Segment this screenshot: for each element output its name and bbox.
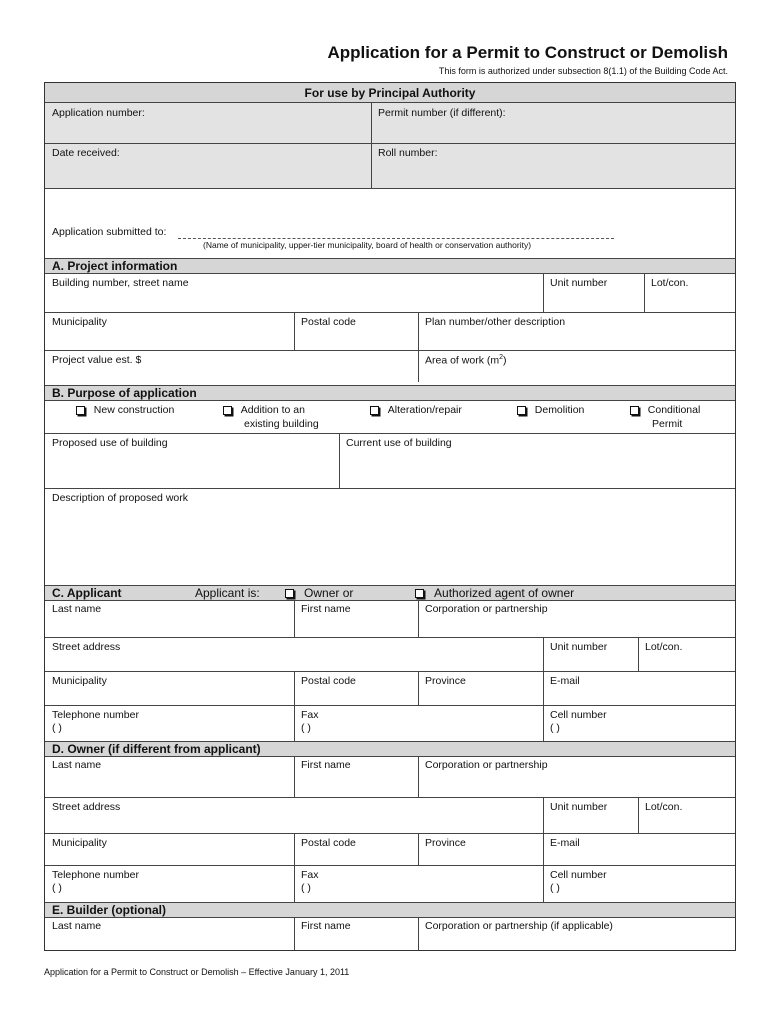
- permit-number-field[interactable]: [371, 103, 735, 143]
- postal-code-field[interactable]: [294, 312, 418, 350]
- lot-con-field[interactable]: [644, 274, 735, 312]
- municipality-label: Municipality: [52, 316, 107, 328]
- option-owner[interactable]: Owner or: [285, 586, 353, 601]
- d-fax-parens: ( ): [301, 882, 311, 894]
- c-telephone-parens: ( ): [52, 722, 62, 734]
- d-last-name-label: Last name: [52, 759, 102, 771]
- e-last-name-field[interactable]: [45, 918, 294, 950]
- e-first-name-field[interactable]: [294, 918, 418, 950]
- d-cell-field[interactable]: [543, 865, 735, 902]
- c-street-field[interactable]: [45, 637, 543, 671]
- option-addition[interactable]: Addition to an: [223, 404, 305, 416]
- area-of-work-field[interactable]: [418, 350, 735, 382]
- d-telephone-label: Telephone number: [52, 869, 139, 881]
- c-last-name-field[interactable]: [45, 601, 294, 637]
- d-last-name-field[interactable]: [45, 757, 294, 797]
- permit-form: [44, 82, 736, 951]
- option-conditional[interactable]: Conditional: [630, 404, 700, 416]
- option-alteration[interactable]: Alteration/repair: [370, 404, 462, 416]
- purpose-options: [45, 401, 735, 433]
- c-street-label: Street address: [52, 641, 121, 653]
- d-lot-con-label: Lot/con.: [645, 801, 683, 813]
- building-number-field[interactable]: [45, 274, 543, 312]
- description-field[interactable]: [45, 488, 735, 585]
- description-label: Description of proposed work: [52, 492, 188, 504]
- e-corporation-label: Corporation or partnership (if applicable): [425, 920, 613, 932]
- submitted-to-hint: (Name of municipality, upper-tier municipality, board of health or conservation authority): [203, 240, 532, 250]
- option-conditional-line2: Permit: [652, 418, 683, 430]
- application-number-label: Application number:: [52, 107, 145, 119]
- c-cell-field[interactable]: [543, 705, 735, 741]
- project-value-label: Project value est. $: [52, 354, 142, 366]
- form-title: Application for a Permit to Construct or Demolish: [327, 43, 728, 62]
- date-received-label: Date received:: [52, 147, 120, 159]
- checkbox-icon: [223, 406, 232, 415]
- project-value-field[interactable]: [45, 350, 418, 382]
- option-new-construction[interactable]: New construction: [76, 404, 174, 416]
- proposed-use-label: Proposed use of building: [52, 437, 168, 449]
- d-province-label: Province: [425, 837, 466, 849]
- c-fax-parens: ( ): [301, 722, 311, 734]
- municipality-field[interactable]: [45, 312, 294, 350]
- c-province-label: Province: [425, 675, 466, 687]
- c-cell-parens: ( ): [550, 722, 560, 734]
- submitted-to-label: Application submitted to:: [52, 226, 167, 238]
- option-addition-line2: existing building: [244, 418, 319, 430]
- current-use-field[interactable]: [339, 433, 735, 488]
- d-corporation-field[interactable]: [418, 757, 735, 797]
- c-fax-label: Fax: [301, 709, 319, 721]
- postal-code-label: Postal code: [301, 316, 356, 328]
- c-municipality-field[interactable]: [45, 671, 294, 705]
- c-fax-field[interactable]: [294, 705, 543, 741]
- checkbox-icon: [76, 406, 85, 415]
- c-lot-con-label: Lot/con.: [645, 641, 683, 653]
- c-unit-number-field[interactable]: [543, 637, 638, 671]
- section-c-header: [45, 585, 735, 601]
- checkbox-icon: [415, 589, 424, 598]
- authority-header: For use by Principal Authority: [45, 83, 735, 103]
- c-unit-number-label: Unit number: [550, 641, 608, 653]
- c-cell-label: Cell number: [550, 709, 607, 721]
- d-unit-number-label: Unit number: [550, 801, 608, 813]
- section-d-header: D. Owner (if different from applicant): [45, 741, 735, 757]
- c-lot-con-field[interactable]: [638, 637, 735, 671]
- d-telephone-field[interactable]: [45, 865, 294, 902]
- proposed-use-field[interactable]: [45, 433, 339, 488]
- roll-number-field[interactable]: [371, 143, 735, 188]
- permit-number-label: Permit number (if different):: [378, 107, 506, 119]
- c-telephone-label: Telephone number: [52, 709, 139, 721]
- unit-number-label: Unit number: [550, 277, 608, 289]
- date-received-field[interactable]: [45, 143, 371, 188]
- c-postal-code-label: Postal code: [301, 675, 356, 687]
- c-corporation-field[interactable]: [418, 601, 735, 637]
- d-email-field[interactable]: [543, 833, 735, 865]
- c-corporation-label: Corporation or partnership: [425, 603, 548, 615]
- c-last-name-label: Last name: [52, 603, 102, 615]
- application-number-field[interactable]: [45, 103, 371, 143]
- d-lot-con-field[interactable]: [638, 797, 735, 833]
- building-number-label: Building number, street name: [52, 277, 189, 289]
- d-province-field[interactable]: [418, 833, 543, 865]
- roll-number-label: Roll number:: [378, 147, 438, 159]
- e-first-name-label: First name: [301, 920, 351, 932]
- plan-number-field[interactable]: [418, 312, 735, 350]
- option-demolition[interactable]: Demolition: [517, 404, 584, 416]
- applicant-is-label: Applicant is:: [195, 586, 260, 600]
- d-street-field[interactable]: [45, 797, 543, 833]
- c-first-name-label: First name: [301, 603, 351, 615]
- current-use-label: Current use of building: [346, 437, 452, 449]
- form-subtitle: This form is authorized under subsection 8(1.1) of the Building Code Act.: [438, 66, 728, 76]
- section-b-header: B. Purpose of application: [45, 385, 735, 401]
- d-unit-number-field[interactable]: [543, 797, 638, 833]
- e-corporation-field[interactable]: [418, 918, 735, 950]
- c-email-label: E-mail: [550, 675, 580, 687]
- area-of-work-label: Area of work $(m^2)$: [425, 354, 507, 367]
- d-fax-field[interactable]: [294, 865, 543, 902]
- d-postal-code-field[interactable]: [294, 833, 418, 865]
- d-postal-code-label: Postal code: [301, 837, 356, 849]
- c-municipality-label: Municipality: [52, 675, 107, 687]
- d-cell-label: Cell number: [550, 869, 607, 881]
- d-telephone-parens: ( ): [52, 882, 62, 894]
- section-c-title: C. Applicant: [52, 586, 122, 600]
- section-a-header: A. Project information: [45, 258, 735, 274]
- c-email-field[interactable]: [543, 671, 735, 705]
- option-authorized-agent[interactable]: Authorized agent of owner: [415, 586, 574, 601]
- d-municipality-field[interactable]: [45, 833, 294, 865]
- c-first-name-field[interactable]: [294, 601, 418, 637]
- d-corporation-label: Corporation or partnership: [425, 759, 548, 771]
- c-telephone-field[interactable]: [45, 705, 294, 741]
- page-footer: Application for a Permit to Construct or Demolish – Effective January 1, 2011: [44, 967, 350, 977]
- d-street-label: Street address: [52, 801, 121, 813]
- c-postal-code-field[interactable]: [294, 671, 418, 705]
- d-email-label: E-mail: [550, 837, 580, 849]
- d-fax-label: Fax: [301, 869, 319, 881]
- unit-number-field[interactable]: [543, 274, 644, 312]
- checkbox-icon: [517, 406, 526, 415]
- c-province-field[interactable]: [418, 671, 543, 705]
- submitted-to-field[interactable]: [45, 188, 735, 258]
- section-e-header: E. Builder (optional): [45, 902, 735, 918]
- checkbox-icon: [630, 406, 639, 415]
- checkbox-icon: [370, 406, 379, 415]
- d-cell-parens: ( ): [550, 882, 560, 894]
- e-last-name-label: Last name: [52, 920, 102, 932]
- lot-con-label: Lot/con.: [651, 277, 689, 289]
- d-first-name-label: First name: [301, 759, 351, 771]
- checkbox-icon: [285, 589, 294, 598]
- plan-number-label: Plan number/other description: [425, 316, 566, 328]
- d-first-name-field[interactable]: [294, 757, 418, 797]
- d-municipality-label: Municipality: [52, 837, 107, 849]
